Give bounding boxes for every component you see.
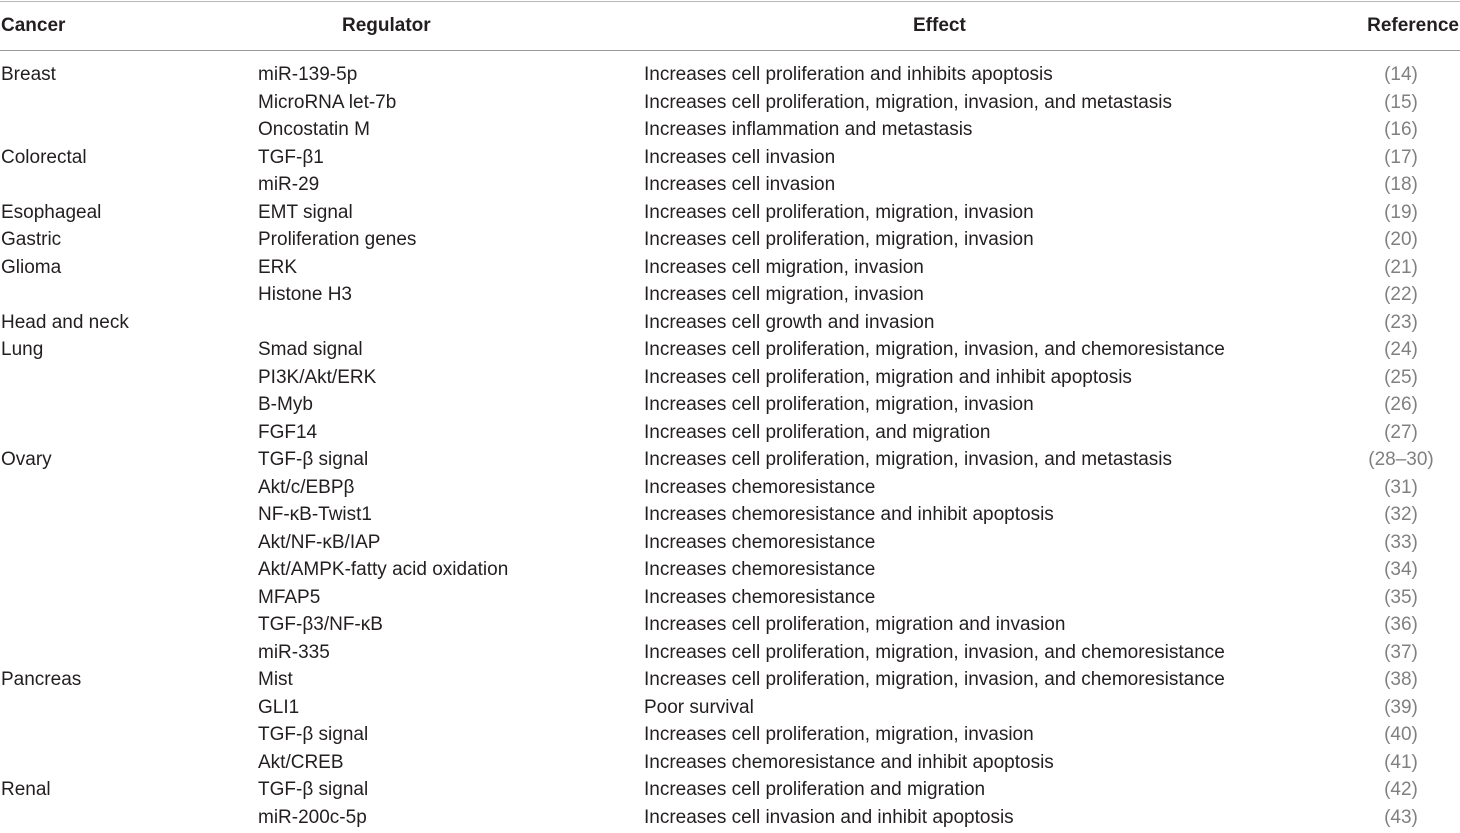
cell-reference[interactable]: (38) <box>1360 668 1442 692</box>
cell-regulator: TGF-β signal <box>258 723 368 747</box>
table-row <box>0 696 1460 724</box>
cell-effect: Increases chemoresistance <box>644 476 875 500</box>
cell-effect: Increases cell migration, invasion <box>644 283 924 307</box>
cell-cancer: Colorectal <box>1 146 87 170</box>
cell-effect: Increases cell invasion <box>644 173 835 197</box>
cell-reference[interactable]: (18) <box>1360 173 1442 197</box>
cell-effect: Increases cell proliferation, and migration <box>644 421 990 445</box>
table-row <box>0 311 1460 339</box>
cell-regulator: miR-200c-5p <box>258 806 367 830</box>
cell-cancer: Breast <box>1 63 56 87</box>
table-row <box>0 63 1460 91</box>
cell-effect: Increases cell proliferation, migration, invasion, and chemoresistance <box>644 641 1225 665</box>
cell-effect: Increases chemoresistance <box>644 586 875 610</box>
cell-effect: Increases chemoresistance <box>644 558 875 582</box>
cell-effect: Increases cell growth and invasion <box>644 311 934 335</box>
table-row <box>0 641 1460 669</box>
cell-reference[interactable]: (19) <box>1360 201 1442 225</box>
table-row <box>0 421 1460 449</box>
cell-effect: Poor survival <box>644 696 754 720</box>
cell-reference[interactable]: (16) <box>1360 118 1442 142</box>
table-row <box>0 751 1460 779</box>
cell-reference[interactable]: (24) <box>1360 338 1442 362</box>
cell-regulator: Oncostatin M <box>258 118 370 142</box>
cell-effect: Increases chemoresistance and inhibit apoptosis <box>644 751 1054 775</box>
table-row <box>0 146 1460 174</box>
header-effect: Effect <box>913 15 966 37</box>
table-row <box>0 256 1460 284</box>
cell-reference[interactable]: (31) <box>1360 476 1442 500</box>
cell-reference[interactable]: (39) <box>1360 696 1442 720</box>
cell-effect: Increases cell proliferation, migration, invasion <box>644 201 1034 225</box>
table-row <box>0 201 1460 229</box>
table-row <box>0 338 1460 366</box>
table-header-row <box>0 0 1460 50</box>
cell-regulator: Akt/NF-κB/IAP <box>258 531 380 555</box>
cell-reference[interactable]: (22) <box>1360 283 1442 307</box>
header-reference: Reference <box>1367 15 1459 37</box>
table-row <box>0 806 1460 833</box>
cell-effect: Increases cell proliferation, migration, invasion <box>644 393 1034 417</box>
cell-regulator: FGF14 <box>258 421 317 445</box>
cell-reference[interactable]: (20) <box>1360 228 1442 252</box>
cell-reference[interactable]: (17) <box>1360 146 1442 170</box>
cell-regulator: B-Myb <box>258 393 313 417</box>
table-row <box>0 393 1460 421</box>
table-row <box>0 118 1460 146</box>
cell-reference[interactable]: (28–30) <box>1360 448 1442 472</box>
header-cancer: Cancer <box>1 15 65 37</box>
cell-regulator: TGF-β signal <box>258 778 368 802</box>
table-row <box>0 91 1460 119</box>
cell-reference[interactable]: (36) <box>1360 613 1442 637</box>
cell-reference[interactable]: (26) <box>1360 393 1442 417</box>
table-row <box>0 723 1460 751</box>
cell-regulator: GLI1 <box>258 696 299 720</box>
cell-effect: Increases cell proliferation and inhibits apoptosis <box>644 63 1053 87</box>
cell-reference[interactable]: (33) <box>1360 531 1442 555</box>
cell-cancer: Ovary <box>1 448 52 472</box>
table-body <box>0 63 1460 833</box>
cell-reference[interactable]: (23) <box>1360 311 1442 335</box>
cell-regulator: miR-29 <box>258 173 319 197</box>
table-row <box>0 668 1460 696</box>
cell-effect: Increases inflammation and metastasis <box>644 118 972 142</box>
cell-cancer: Glioma <box>1 256 61 280</box>
cell-regulator: miR-335 <box>258 641 330 665</box>
cell-regulator: Mist <box>258 668 293 692</box>
cell-reference[interactable]: (43) <box>1360 806 1442 830</box>
cell-effect: Increases cell proliferation, migration, invasion, and chemoresistance <box>644 668 1225 692</box>
table-row <box>0 283 1460 311</box>
table-header-rule <box>0 50 1460 51</box>
cell-regulator: ERK <box>258 256 297 280</box>
cell-regulator: Akt/CREB <box>258 751 344 775</box>
cell-reference[interactable]: (15) <box>1360 91 1442 115</box>
cell-regulator: MicroRNA let-7b <box>258 91 396 115</box>
table-row <box>0 558 1460 586</box>
cell-regulator: Akt/c/EBPβ <box>258 476 354 500</box>
cell-reference[interactable]: (14) <box>1360 63 1442 87</box>
cell-cancer: Head and neck <box>1 311 129 335</box>
cell-regulator: NF-κB-Twist1 <box>258 503 372 527</box>
table-row <box>0 173 1460 201</box>
table-row <box>0 448 1460 476</box>
cell-effect: Increases cell proliferation and migration <box>644 778 985 802</box>
cell-effect: Increases chemoresistance <box>644 531 875 555</box>
cell-reference[interactable]: (35) <box>1360 586 1442 610</box>
table-row <box>0 228 1460 256</box>
cell-regulator: MFAP5 <box>258 586 320 610</box>
cell-effect: Increases cell proliferation, migration, invasion <box>644 723 1034 747</box>
cell-reference[interactable]: (32) <box>1360 503 1442 527</box>
cell-effect: Increases cell proliferation, migration and invasion <box>644 613 1065 637</box>
cell-effect: Increases cell invasion and inhibit apoptosis <box>644 806 1014 830</box>
cell-regulator: TGF-β signal <box>258 448 368 472</box>
cell-reference[interactable]: (37) <box>1360 641 1442 665</box>
cell-regulator: TGF-β1 <box>258 146 324 170</box>
cell-effect: Increases cell invasion <box>644 146 835 170</box>
cell-effect: Increases cell migration, invasion <box>644 256 924 280</box>
table-row <box>0 586 1460 614</box>
cell-effect: Increases chemoresistance and inhibit apoptosis <box>644 503 1054 527</box>
cell-regulator: Smad signal <box>258 338 363 362</box>
table-row <box>0 778 1460 806</box>
header-regulator: Regulator <box>342 15 431 37</box>
cell-regulator: TGF-β3/NF-κB <box>258 613 383 637</box>
cell-cancer: Renal <box>1 778 51 802</box>
cell-reference[interactable]: (25) <box>1360 366 1442 390</box>
cell-cancer: Esophageal <box>1 201 101 225</box>
table-row <box>0 503 1460 531</box>
cell-regulator: miR-139-5p <box>258 63 357 87</box>
cell-regulator: Akt/AMPK-fatty acid oxidation <box>258 558 508 582</box>
cell-regulator: EMT signal <box>258 201 353 225</box>
table-row <box>0 366 1460 394</box>
cell-cancer: Pancreas <box>1 668 81 692</box>
cell-effect: Increases cell proliferation, migration, invasion <box>644 228 1034 252</box>
cell-reference[interactable]: (27) <box>1360 421 1442 445</box>
cell-regulator: Histone H3 <box>258 283 352 307</box>
cell-reference[interactable]: (34) <box>1360 558 1442 582</box>
cell-effect: Increases cell proliferation, migration, invasion, and chemoresistance <box>644 338 1225 362</box>
cell-regulator: Proliferation genes <box>258 228 416 252</box>
table-row <box>0 531 1460 559</box>
cell-reference[interactable]: (41) <box>1360 751 1442 775</box>
cell-cancer: Lung <box>1 338 43 362</box>
table-row <box>0 613 1460 641</box>
table-row <box>0 476 1460 504</box>
cell-reference[interactable]: (21) <box>1360 256 1442 280</box>
cell-cancer: Gastric <box>1 228 61 252</box>
cell-regulator: PI3K/Akt/ERK <box>258 366 376 390</box>
cell-effect: Increases cell proliferation, migration, invasion, and metastasis <box>644 448 1172 472</box>
cell-effect: Increases cell proliferation, migration and inhibit apoptosis <box>644 366 1132 390</box>
cell-reference[interactable]: (42) <box>1360 778 1442 802</box>
cell-effect: Increases cell proliferation, migration, invasion, and metastasis <box>644 91 1172 115</box>
cell-reference[interactable]: (40) <box>1360 723 1442 747</box>
